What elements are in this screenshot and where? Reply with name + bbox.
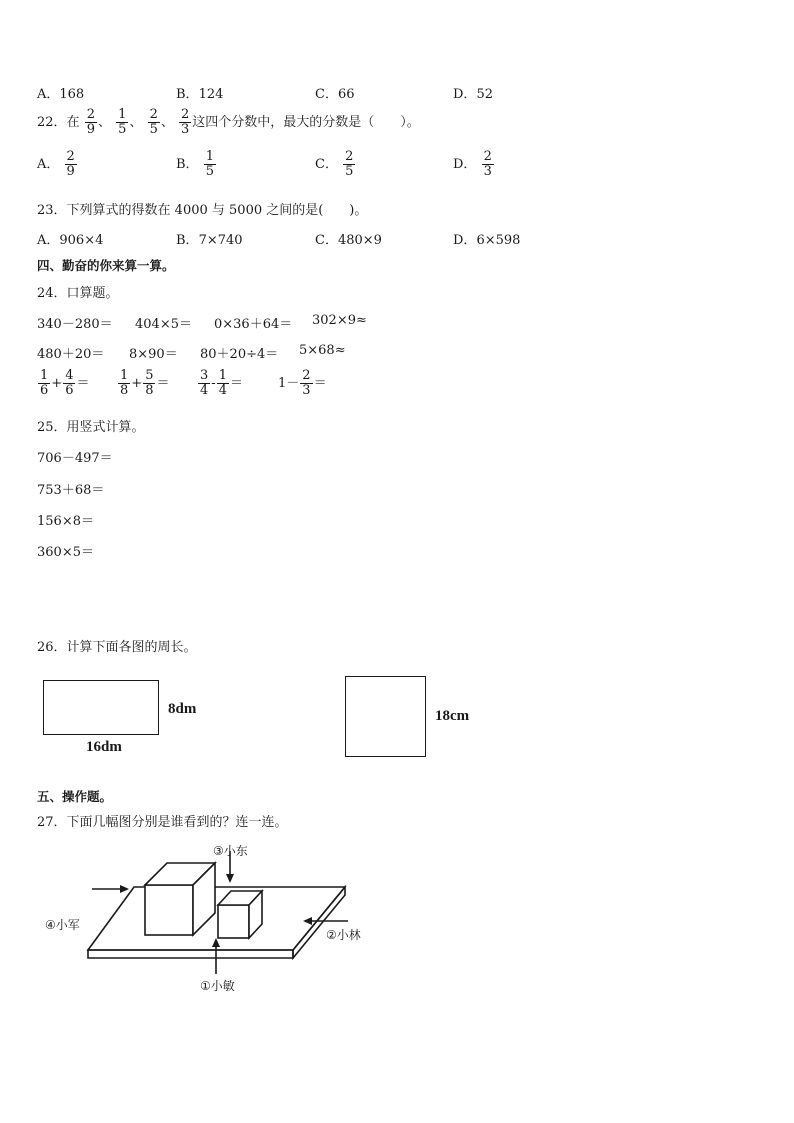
q22-option-d[interactable]: D． $\frac{2}{3}$	[453, 149, 492, 179]
q22-option-c[interactable]: C． $\frac{2}{5}$	[315, 149, 354, 179]
q21-option-d[interactable]: D．52	[453, 87, 493, 102]
arrow-bottom-head	[212, 938, 220, 947]
q24-item: 8×90＝	[129, 347, 178, 362]
q24-item: 0×36＋64＝	[214, 317, 293, 332]
q22-frac-2: $\frac{1}{5}$	[118, 107, 127, 137]
section-5-title: 五、操作题。	[37, 789, 113, 804]
q24-frac-expr: 1－ $\frac{2}{3}$ ＝	[278, 368, 327, 398]
arrow-left-head	[120, 885, 129, 893]
board-side	[293, 887, 345, 958]
q24-frac-expr: $\frac{3}{4}$ - $\frac{1}{4}$ ＝	[200, 368, 243, 398]
q23-option-c[interactable]: C．480×9	[315, 233, 382, 248]
q25-item: 706－497＝	[37, 451, 113, 466]
q24-item: 480＋20＝	[37, 347, 105, 362]
q24-frac-expr: $\frac{1}{8}$ + $\frac{5}{8}$ ＝	[120, 368, 170, 398]
q22-question: 22．在 $\frac{2}{9}$ 、 $\frac{1}{5}$ 、 $\frac{2}{5}$ 、 $\frac{2}{3}$ 这四个分数中，最大的分数是（ ）。	[37, 107, 420, 137]
q24-item: 302×9≈	[312, 313, 367, 328]
q23-option-a[interactable]: A．906×4	[37, 233, 104, 248]
q23-option-b[interactable]: B．7×740	[176, 233, 243, 248]
small-cube-front	[218, 905, 249, 938]
arrow-right-head	[303, 917, 312, 925]
rect-width-label: 16dm	[86, 739, 122, 755]
q22-prefix: 22．在	[37, 115, 80, 130]
square-side-label: 18cm	[435, 708, 470, 724]
q22-option-a[interactable]: A． $\frac{2}{9}$	[37, 149, 75, 179]
q25-item: 360×5＝	[37, 545, 94, 560]
q24-item: 5×68≈	[299, 343, 346, 358]
rectangle-shape	[43, 680, 159, 735]
rect-height-label: 8dm	[168, 701, 197, 717]
large-cube-front	[145, 885, 193, 935]
q24-item: 80＋20÷4＝	[200, 347, 279, 362]
label-xiaodong: ③小东	[213, 844, 248, 858]
label-xiaomin: ①小敏	[200, 979, 235, 993]
q21-option-a[interactable]: A．168	[37, 87, 85, 102]
q27-title: 27．下面几幅图分别是谁看到的？连一连。	[37, 815, 288, 830]
board-front	[88, 950, 293, 958]
q21-option-b[interactable]: B．124	[176, 87, 224, 102]
section-4-title: 四、勤奋的你来算一算。	[37, 258, 175, 273]
q22-suffix: 这四个分数中，最大的分数是（ ）。	[192, 115, 420, 130]
q26-title: 26．计算下面各图的周长。	[37, 640, 197, 655]
q22-frac-4: $\frac{2}{3}$	[181, 107, 190, 137]
q24-frac-expr: $\frac{1}{6}$ + $\frac{4}{6}$ ＝	[40, 368, 90, 398]
q23-question: 23．下列算式的得数在 4000 与 5000 之间的是( )。	[37, 203, 368, 218]
label-xiaolin: ②小林	[326, 928, 361, 942]
q24-title: 24．口算题。	[37, 286, 119, 301]
q22-option-b[interactable]: B． $\frac{1}{5}$	[176, 149, 214, 179]
q25-item: 753＋68＝	[37, 483, 105, 498]
q23-option-d[interactable]: D．6×598	[453, 233, 521, 248]
arrow-top-head	[226, 874, 234, 883]
q22-frac-3: $\frac{2}{5}$	[149, 107, 158, 137]
q27-figure	[0, 835, 420, 1005]
q21-option-c[interactable]: C．66	[315, 87, 355, 102]
label-xiaojun: ④小军	[45, 918, 80, 932]
q22-frac-1: $\frac{2}{9}$	[86, 107, 95, 137]
q25-item: 156×8＝	[37, 514, 94, 529]
q25-title: 25．用竖式计算。	[37, 420, 145, 435]
q24-item: 340－280＝	[37, 317, 113, 332]
square-shape	[345, 676, 426, 757]
q24-item: 404×5＝	[135, 317, 192, 332]
